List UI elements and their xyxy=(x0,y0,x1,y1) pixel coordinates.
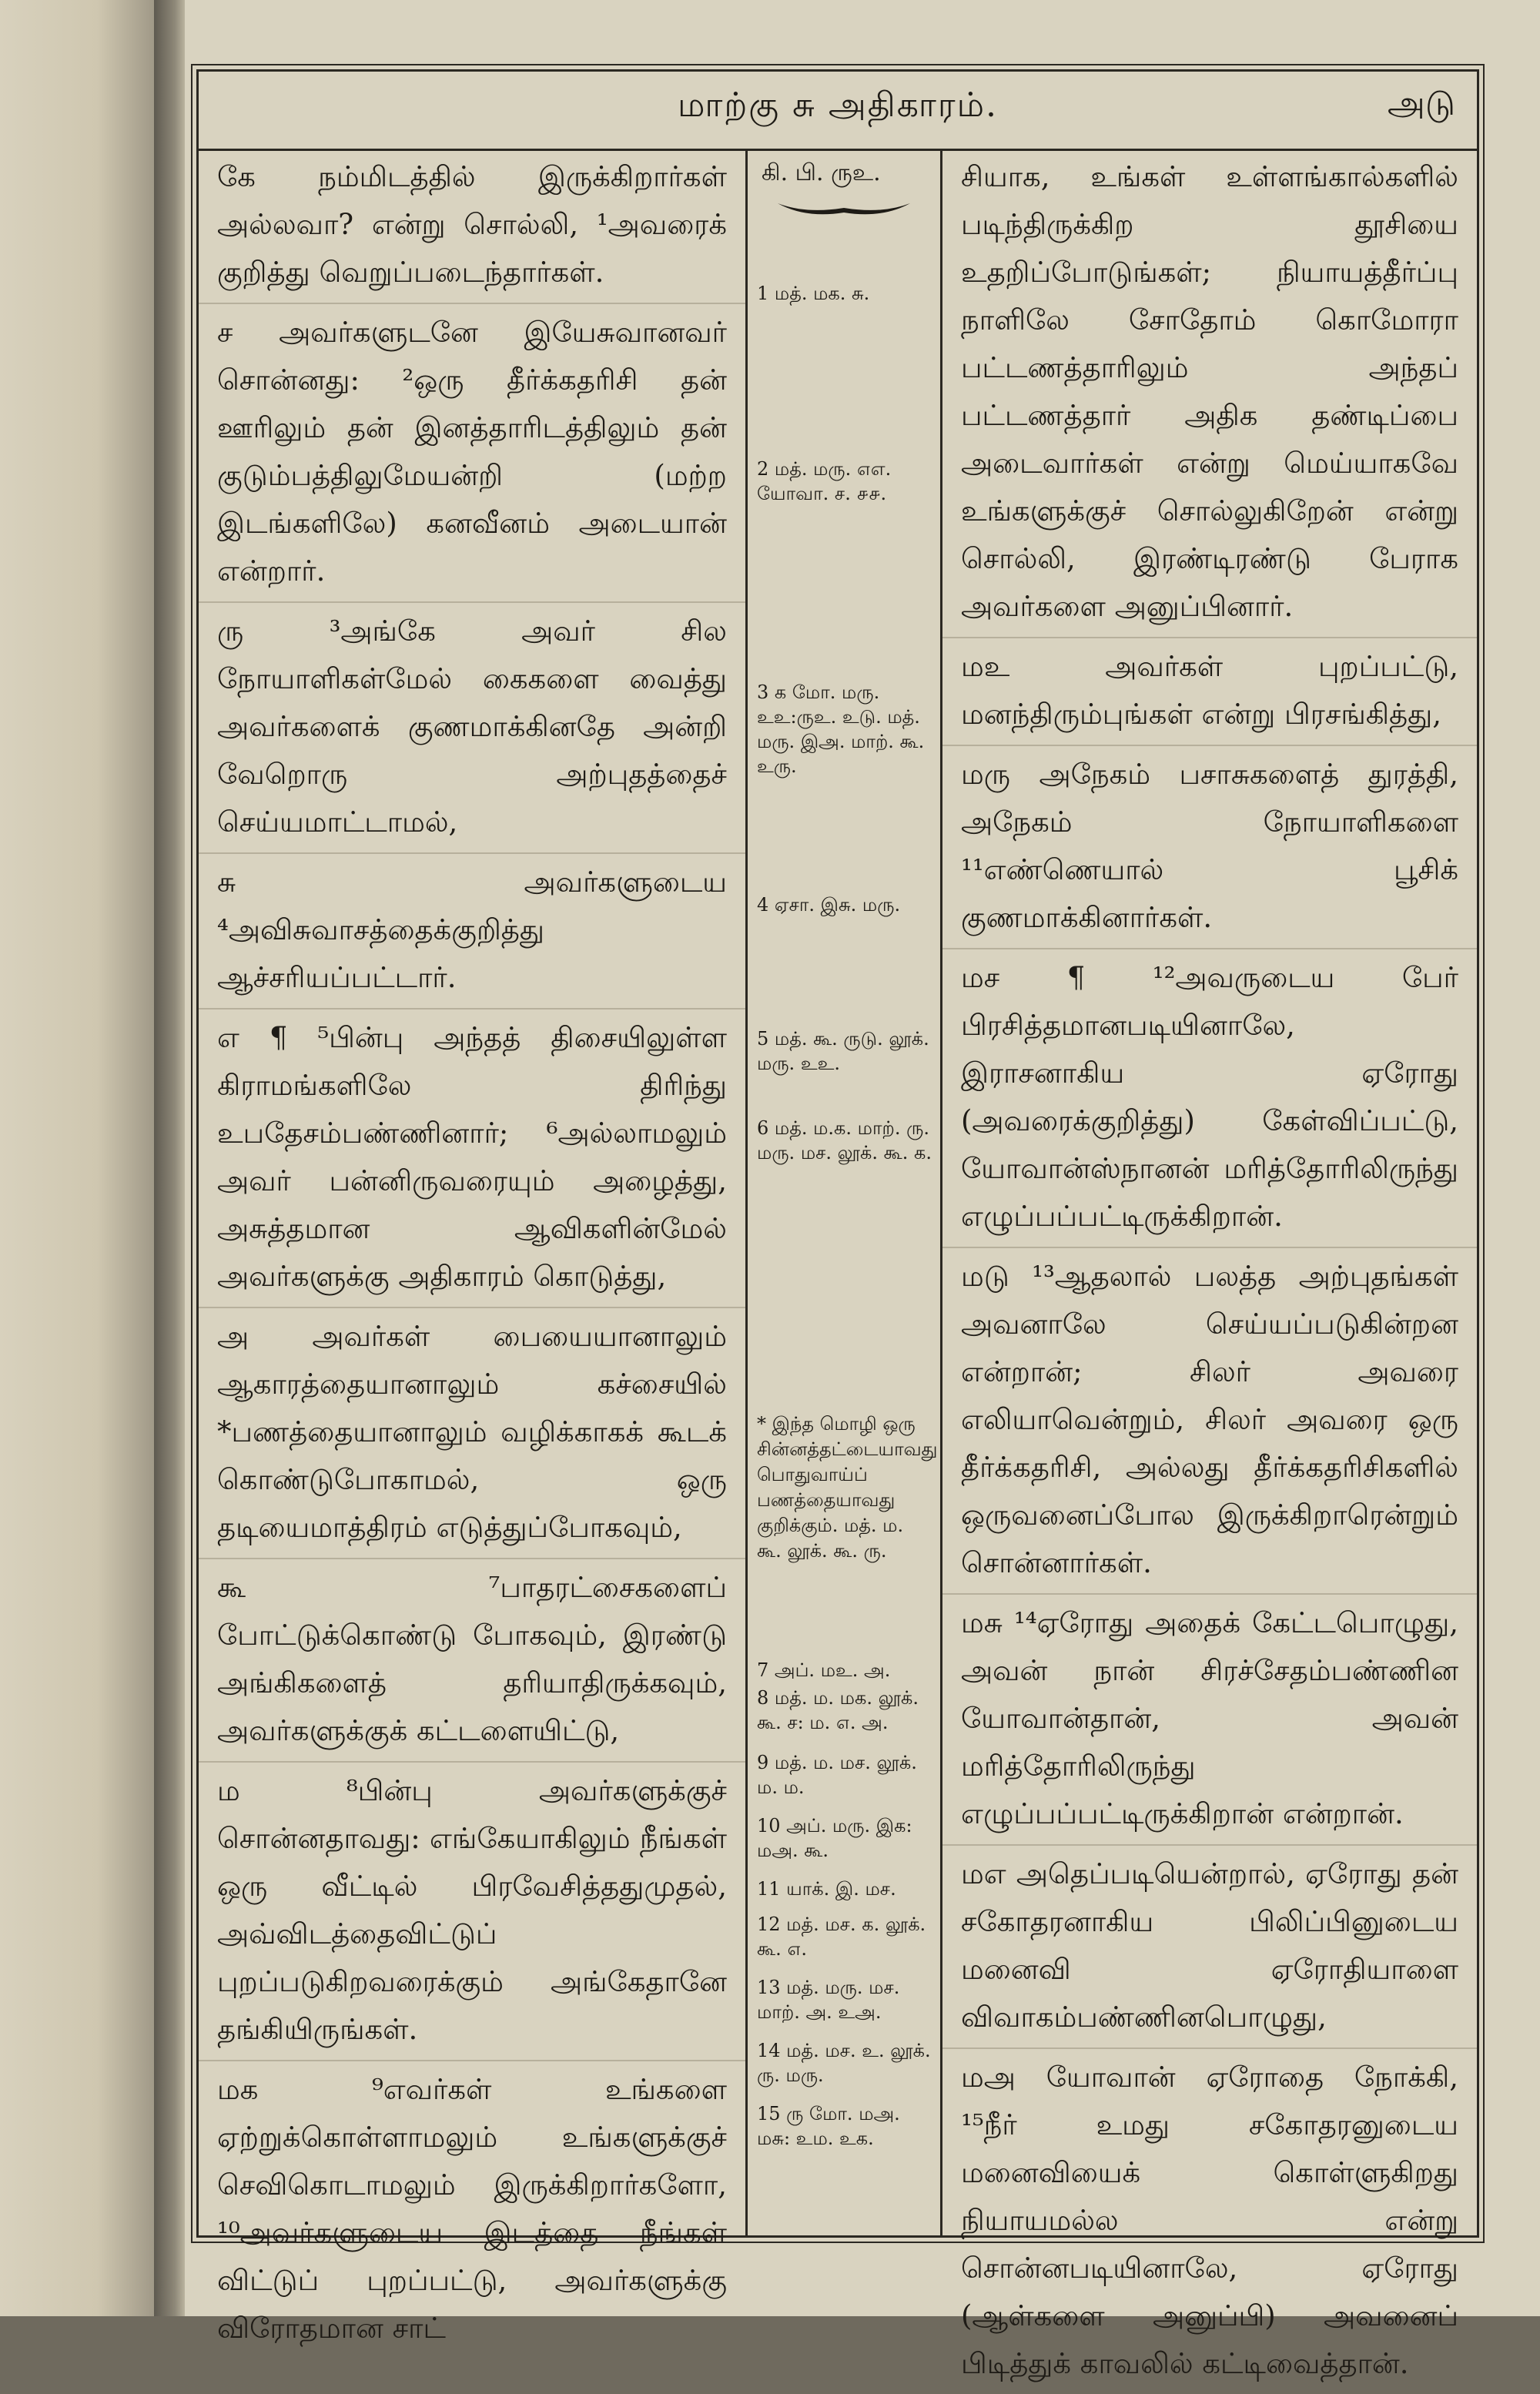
cross-reference: 8 மத். ம. மக. லூக். கூ. ச: ம. ௭. அ. xyxy=(757,1687,919,1733)
verse-paragraph: எ ¶ ⁵பின்பு அந்தத் திசையிலுள்ள கிராமங்களிலே திரிந்து உபதேசம்பண்ணினார்; ⁶அல்லாமலும் அவர் பன்னிருவரையும் அழைத்து, அசுத்தமான ஆவிகளின்மேல் அவர்களுக்கு அதிகாரம் கொடுத்து, xyxy=(199,1008,745,1307)
cross-reference: 14 மத். மச. உ. லூக். ரு. மரு. xyxy=(757,2040,931,2086)
cross-reference: 3 க மோ. மரு. உஉ:ருஉ. உடு. மத். மரு. இஅ. மாற். கூ. உரு. xyxy=(757,681,925,777)
cross-reference: 7 அப். மஉ. அ. xyxy=(757,1659,891,1681)
verse-paragraph: மஅ யோவான் ஏரோதை நோக்கி, ¹⁵நீர் உமது சகோதரனுடைய மனைவியைக் கொள்ளுகிறது நியாயமல்ல என்று சொன்னபடியினாலே, ஏரோது (ஆள்களை அனுப்பி) அவனைப் பிடித்துக் காவலில் கட்டிவைத்தான். xyxy=(942,2047,1477,2394)
book-gutter xyxy=(154,0,189,2316)
cross-reference: 12 மத். மச. க. லூக். கூ. ௭. xyxy=(757,1914,926,1960)
verse-paragraph: மசு ¹⁴ஏரோது அதைக் கேட்டபொழுது, அவன் நான் சிரச்சேதம்பண்ணின யோவான்தான், அவன் மரித்தோரிலிருந்து எழுப்பப்பட்டிருக்கிறான் என்றான். xyxy=(942,1593,1477,1844)
verse-paragraph: அ அவர்கள் பையையானாலும் ஆகாரத்தையானாலும் கச்சையில் *பணத்தையானாலும் வழிக்காகக் கூடக் கொண்டுபோகாமல், ஒரு தடியைமாத்திரம் எடுத்துப்போகவும், xyxy=(199,1307,745,1558)
chapter-title: மாற்கு சு அதிகாரம். xyxy=(677,85,999,125)
verse-paragraph: சு அவர்களுடைய ⁴அவிசுவாசத்தைக்குறித்து ஆச்சரியப்பட்டார். xyxy=(199,852,745,1008)
cross-reference: 9 மத். ம. மச. லூக். ம. ம. xyxy=(757,1752,917,1798)
cross-reference: 15 ரு மோ. மஅ. மசு: உம. உக. xyxy=(757,2103,900,2149)
verse-paragraph: கே நம்மிடத்தில் இருக்கிறார்கள் அல்லவா? என்று சொல்லி, ¹அவரைக் குறித்து வெறுப்படைந்தார்கள். xyxy=(217,160,727,289)
cross-reference: 2 மத். மரு. ௭எ. யோவா. ச. ௪௪. xyxy=(757,458,892,504)
verse-paragraph: கூ ⁷பாதரட்சைகளைப் போட்டுக்கொண்டு போகவும், இரண்டு அங்கிகளைத் தரியாதிருக்கவும், அவர்களுக்குக் கட்டளையிட்டு, xyxy=(199,1558,745,1761)
verse-paragraph: மச ¶ ¹²அவருடைய பேர் பிரசித்தமானபடியினாலே, இராசனாகிய ஏரோது (அவரைக்குறித்து) கேள்விப்பட்டு, யோவான்ஸ்நானன் மரித்தோரிலிருந்து எழுப்பப்பட்டிருக்கிறான். xyxy=(942,948,1477,1247)
reference-column xyxy=(748,149,942,2235)
cross-reference: 5 மத். கூ. ருடு. லூக். மரு. உஉ. xyxy=(757,1028,929,1074)
cross-reference: 13 மத். மரு. மச. மாற். அ. உஅ. xyxy=(757,1977,900,2023)
footnote: * இந்த மொழி ஒரு சின்னத்தட்டையாவது பொதுவாய்ப் பணத்தையாவது குறிக்கும். மத். ம. கூ. லூக். கூ. ரு. xyxy=(757,1413,938,1562)
verse-paragraph: சியாக, உங்கள் உள்ளங்கால்களில் படிந்திருக்கிற தூசியை உதறிப்போடுங்கள்; நியாயத்தீர்ப்பு நாளிலே சோதோம் கொமோரா பட்டணத்தாரிலும் அந்தப் பட்டணத்தார் அதிக தண்டிப்பை அடைவார்கள் என்று மெய்யாகவே உங்களுக்குச் சொல்லுகிறேன் என்று சொல்லி, இரண்டிரண்டு பேராக அவர்களை அனுப்பினார். xyxy=(961,160,1458,623)
cross-reference: 11 யாக். இ. மச. xyxy=(757,1878,896,1900)
cross-reference: 6 மத். ம.க. மாற். ரு. மரு. மச. லூக். கூ. க. xyxy=(757,1117,932,1164)
verse-paragraph: மரு அநேகம் பசாசுகளைத் துரத்தி, அநேகம் நோயாளிகளை ¹¹எண்ணெயால் பூசிக் குணமாக்கினார்கள். xyxy=(942,745,1477,948)
reference-heading: கி. பி. ருஉ. xyxy=(762,159,881,186)
cross-reference: 1 மத். மக. சு. xyxy=(757,283,870,304)
cross-reference: 10 அப். மரு. இக: மஅ. கூ. xyxy=(757,1815,912,1861)
ornament-icon xyxy=(775,197,913,217)
page-number: அடு xyxy=(1387,84,1455,123)
verse-paragraph: ம ⁸பின்பு அவர்களுக்குச் சொன்னதாவது: எங்கேயாகிலும் நீங்கள் ஒரு வீட்டில் பிரவேசித்ததுமுதல், அவ்விடத்தைவிட்டுப் புறப்படுகிறவரைக்கும் அங்கேதானே தங்கியிருங்கள். xyxy=(199,1761,745,2060)
verse-paragraph: மஎ அதெப்படியென்றால், ஏரோது தன் சகோதரனாகிய பிலிப்பினுடைய மனைவி ஏரோதியாளை விவாகம்பண்ணினபொழுது, xyxy=(942,1844,1477,2047)
page-header xyxy=(199,72,1477,151)
page-frame xyxy=(196,69,1479,2380)
verse-paragraph: ச அவர்களுடனே இயேசுவானவர் சொன்னது: ²ஒரு தீர்க்கதரிசி தன் ஊரிலும் தன் இனத்தாரிடத்திலும் தன் குடும்பத்திலுமேயன்றி (மற்ற இடங்களிலே) கனவீனம் அடையான் என்றார். xyxy=(199,303,745,601)
right-text-column xyxy=(942,149,1477,2380)
verse-paragraph: மக ⁹எவர்கள் உங்களை ஏற்றுக்கொள்ளாமலும் உங்களுக்குச் செவிகொடாமலும் இருக்கிறார்களோ, ¹⁰அவர்களுடைய இடத்தை நீங்கள் விட்டுப் புறப்பட்டு, அவர்களுக்கு விரோதமான சாட் xyxy=(199,2060,745,2359)
cross-reference: 4 ஏசா. இசு. மரு. xyxy=(757,894,901,916)
previous-page-edge: ​ xyxy=(0,0,162,2316)
left-text-column xyxy=(199,149,748,2345)
verse-paragraph: மஉ அவர்கள் புறப்பட்டு, மனந்திரும்புங்கள் என்று பிரசங்கித்து, xyxy=(942,637,1477,745)
verse-paragraph: மடு ¹³ஆதலால் பலத்த அற்புதங்கள் அவனாலே செய்யப்படுகின்றன என்றான்; சிலர் அவரை எலியாவென்றும், சிலர் அவரை ஒரு தீர்க்கதரிசி, அல்லது தீர்க்கதரிசிகளில் ஒருவனைப்போல இருக்கிறாரென்றும் சொன்னார்கள். xyxy=(942,1247,1477,1593)
verse-paragraph: ரு ³அங்கே அவர் சில நோயாளிகள்மேல் கைகளை வைத்து அவர்களைக் குணமாக்கினதே அன்றி வேறொரு அற்புதத்தைச் செய்யமாட்டாமல், xyxy=(199,601,745,852)
